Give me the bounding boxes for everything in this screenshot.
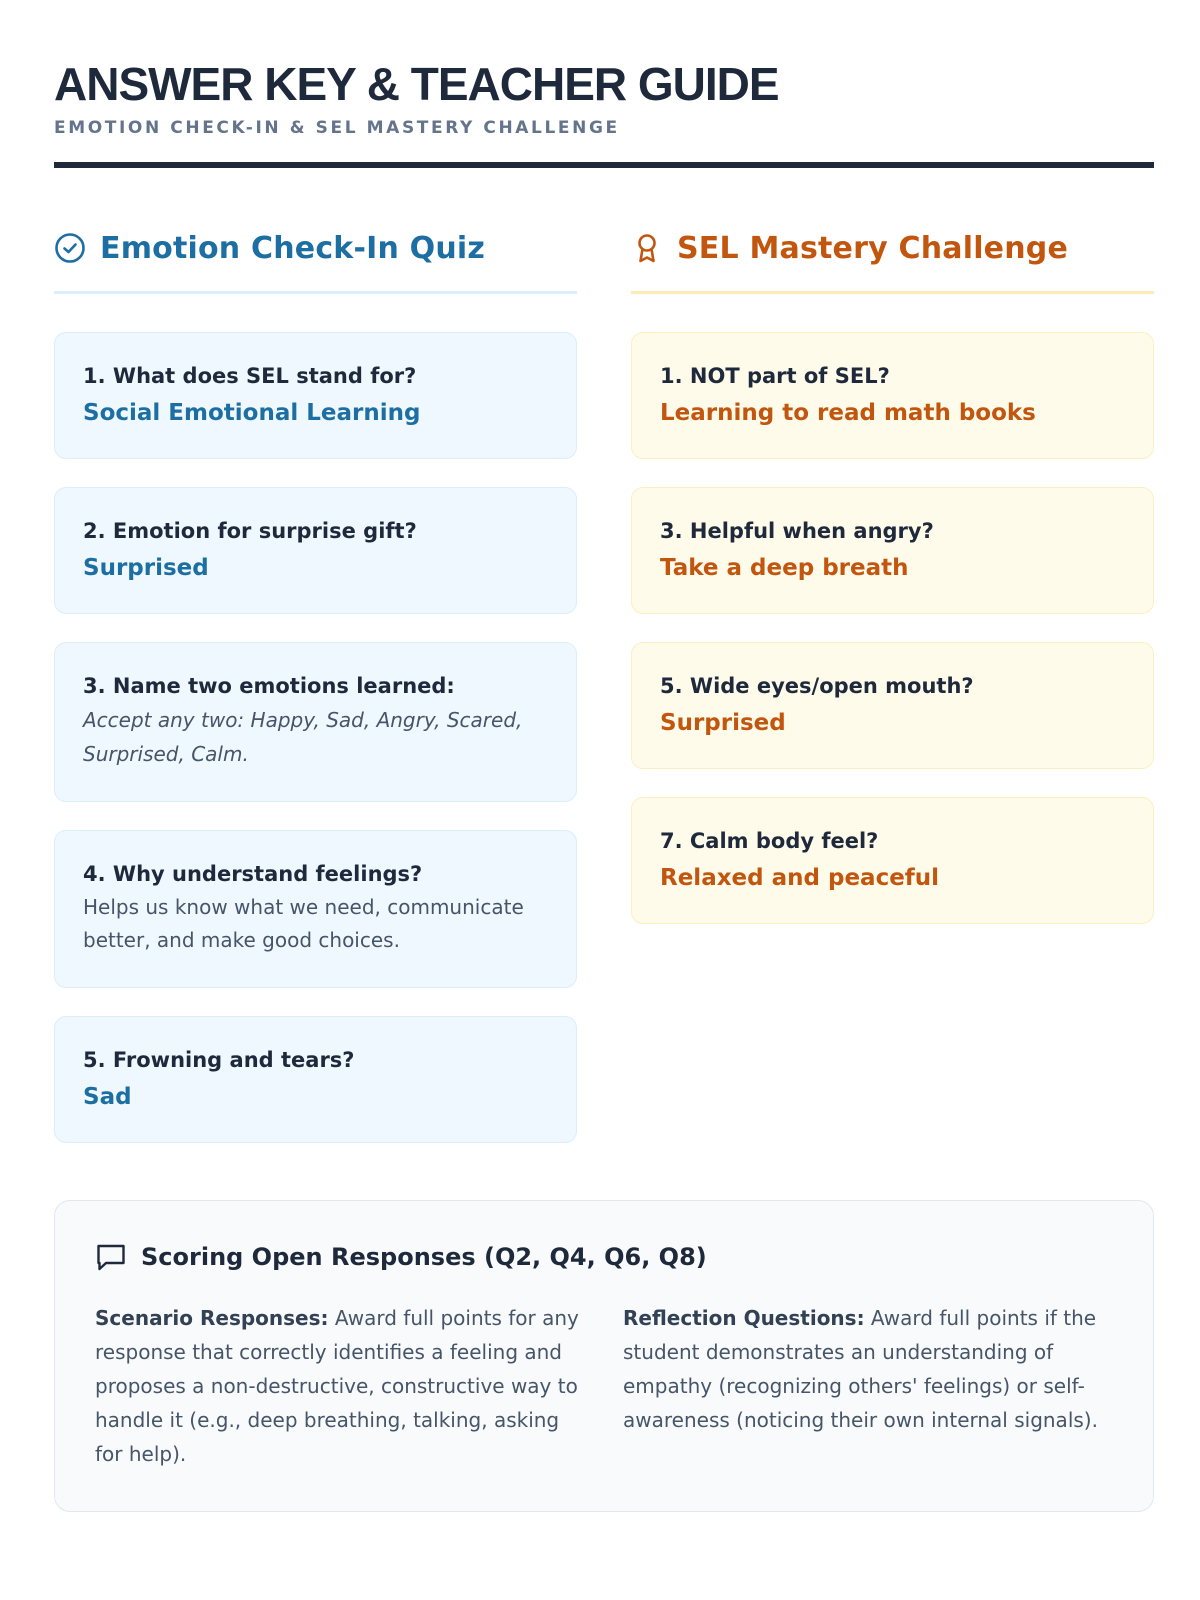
page-title: ANSWER KEY & TEACHER GUIDE bbox=[54, 58, 779, 110]
quiz-card bbox=[54, 642, 577, 802]
quiz-cards bbox=[54, 332, 577, 1143]
card-question: 7. Calm body feel? bbox=[660, 829, 879, 853]
card-answer: Sad bbox=[83, 1084, 132, 1110]
scenario-label: Scenario Responses: bbox=[95, 1306, 329, 1330]
answer-key-page bbox=[54, 56, 1154, 1171]
quiz-card bbox=[54, 487, 577, 614]
card-answer: Take a deep breath bbox=[660, 555, 909, 581]
award-ribbon-icon bbox=[631, 232, 663, 264]
card-question: 5. Wide eyes/open mouth? bbox=[660, 674, 974, 698]
scoring-header bbox=[95, 1241, 1113, 1273]
scenario-responses bbox=[95, 1301, 585, 1471]
reflection-questions bbox=[623, 1301, 1113, 1471]
message-square-icon bbox=[95, 1241, 127, 1273]
mastery-card bbox=[631, 642, 1154, 769]
check-circle-icon bbox=[54, 232, 86, 264]
quiz-header bbox=[54, 224, 577, 272]
card-answer: Learning to read math books bbox=[660, 400, 1036, 426]
scoring-columns bbox=[95, 1301, 1113, 1471]
scoring-title: Scoring Open Responses (Q2, Q4, Q6, Q8) bbox=[141, 1243, 707, 1271]
card-question: 3. Helpful when angry? bbox=[660, 519, 934, 543]
card-answer: Relaxed and peaceful bbox=[660, 865, 940, 891]
card-answer: Surprised bbox=[660, 710, 786, 736]
quiz-divider bbox=[54, 291, 577, 294]
header-divider bbox=[54, 162, 1154, 168]
mastery-card bbox=[631, 487, 1154, 614]
card-question: 5. Frowning and tears? bbox=[83, 1048, 355, 1072]
mastery-card bbox=[631, 332, 1154, 459]
reflection-text: Award full points if the student demonstrates an understanding of empathy (recognizing others' feelings) or self-awareness (noticing their own internal signals). bbox=[623, 1306, 1098, 1432]
answer-columns bbox=[54, 224, 1154, 1171]
quiz-title: Emotion Check-In Quiz bbox=[100, 230, 486, 266]
mastery-title: SEL Mastery Challenge bbox=[677, 230, 1069, 266]
card-answer: Surprised bbox=[83, 555, 209, 581]
scenario-text: Award full points for any response that correctly identifies a feeling and proposes a non-destructive, constructive way to handle it (e.g., deep breathing, talking, asking for help). bbox=[95, 1306, 579, 1466]
card-explanation: Helps us know what we need, communicate better, and make good choices. bbox=[83, 895, 524, 952]
quiz-card bbox=[54, 332, 577, 459]
mastery-column bbox=[631, 224, 1154, 1171]
scoring-panel bbox=[54, 1200, 1154, 1512]
quiz-column bbox=[54, 224, 577, 1171]
quiz-card bbox=[54, 830, 577, 988]
mastery-card bbox=[631, 797, 1154, 924]
card-answer: Social Emotional Learning bbox=[83, 400, 421, 426]
reflection-label: Reflection Questions: bbox=[623, 1306, 865, 1330]
page-subtitle: EMOTION CHECK-IN & SEL MASTERY CHALLENGE bbox=[54, 118, 620, 138]
quiz-card bbox=[54, 1016, 577, 1143]
card-question: 4. Why understand feelings? bbox=[83, 862, 423, 886]
card-question: 1. What does SEL stand for? bbox=[83, 364, 417, 388]
mastery-header bbox=[631, 224, 1154, 272]
mastery-cards bbox=[631, 332, 1154, 924]
mastery-divider bbox=[631, 291, 1154, 294]
card-question: 2. Emotion for surprise gift? bbox=[83, 519, 417, 543]
card-question: 3. Name two emotions learned: bbox=[83, 674, 455, 698]
card-question: 1. NOT part of SEL? bbox=[660, 364, 890, 388]
card-note: Accept any two: Happy, Sad, Angry, Scared, Surprised, Calm. bbox=[83, 708, 523, 766]
